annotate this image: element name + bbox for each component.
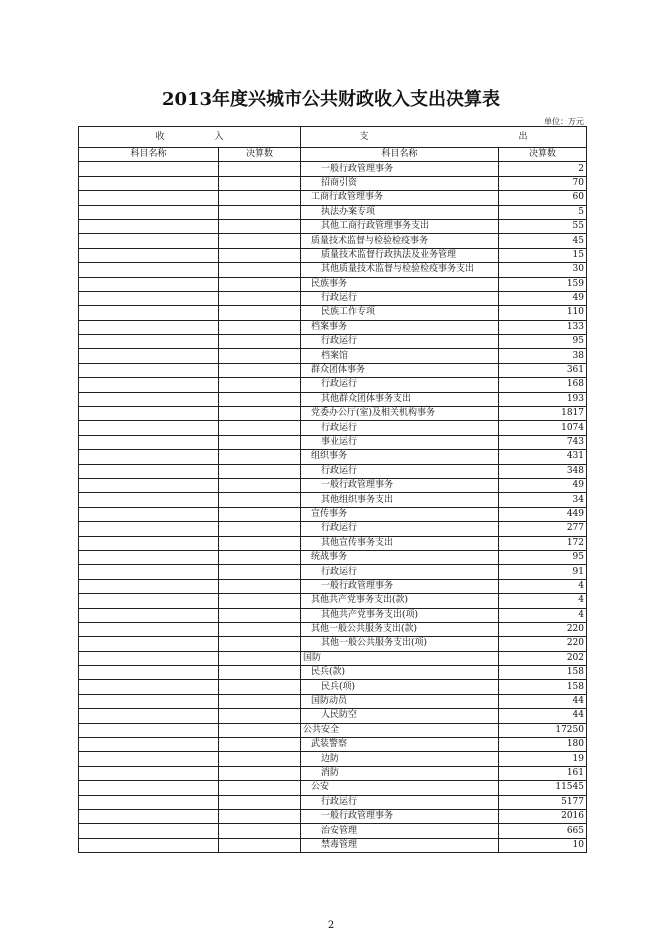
- income-amount-cell: [219, 378, 301, 392]
- table-row: [79, 493, 587, 507]
- table-row: [79, 421, 587, 435]
- expense-item-name: 治安管理: [301, 824, 499, 838]
- income-amount-cell: [219, 248, 301, 262]
- income-amount-cell: [219, 421, 301, 435]
- expense-item-amount: 1074: [499, 421, 587, 435]
- income-amount-cell: [219, 335, 301, 349]
- income-amount-cell: [219, 234, 301, 248]
- expense-item-amount: 159: [499, 277, 587, 291]
- income-name-cell: [79, 435, 219, 449]
- table-row: [79, 234, 587, 248]
- income-name-cell: [79, 694, 219, 708]
- income-amount-header: 决算数: [219, 148, 301, 162]
- income-amount-cell: [219, 622, 301, 636]
- table-row: [79, 464, 587, 478]
- expense-item-amount: 277: [499, 522, 587, 536]
- table-row: [79, 536, 587, 550]
- table-row: [79, 162, 587, 176]
- table-row: [79, 291, 587, 305]
- expense-item-name: 其他群众团体事务支出: [301, 392, 499, 406]
- income-name-cell: [79, 378, 219, 392]
- table-row: [79, 594, 587, 608]
- income-name-cell: [79, 205, 219, 219]
- income-amount-cell: [219, 565, 301, 579]
- income-amount-cell: [219, 550, 301, 564]
- table-row: [79, 392, 587, 406]
- income-name-cell: [79, 622, 219, 636]
- income-amount-cell: [219, 709, 301, 723]
- income-name-cell: [79, 738, 219, 752]
- income-amount-cell: [219, 363, 301, 377]
- expense-item-amount: 17250: [499, 723, 587, 737]
- expense-item-amount: 158: [499, 666, 587, 680]
- income-name-cell: [79, 464, 219, 478]
- income-amount-cell: [219, 522, 301, 536]
- income-name-cell: [79, 277, 219, 291]
- expense-item-amount: 44: [499, 694, 587, 708]
- budget-table: [78, 126, 587, 853]
- income-name-cell: [79, 651, 219, 665]
- expense-item-amount: 361: [499, 363, 587, 377]
- expense-item-amount: 2016: [499, 809, 587, 823]
- table-row: [79, 363, 587, 377]
- expense-item-amount: 2: [499, 162, 587, 176]
- table-row: [79, 694, 587, 708]
- expense-item-amount: 44: [499, 709, 587, 723]
- expense-item-amount: 30: [499, 263, 587, 277]
- table-row: [79, 248, 587, 262]
- income-name-cell: [79, 392, 219, 406]
- income-name-cell: [79, 421, 219, 435]
- table-row: [79, 435, 587, 449]
- income-amount-cell: [219, 493, 301, 507]
- income-name-cell: [79, 407, 219, 421]
- expense-item-amount: 193: [499, 392, 587, 406]
- table-row: [79, 191, 587, 205]
- income-name-cell: [79, 824, 219, 838]
- income-amount-cell: [219, 723, 301, 737]
- income-name-cell: [79, 680, 219, 694]
- income-amount-cell: [219, 291, 301, 305]
- expense-item-amount: 70: [499, 176, 587, 190]
- table-row: [79, 176, 587, 190]
- expense-item-name: 一般行政管理事务: [301, 162, 499, 176]
- expense-item-name: 一般行政管理事务: [301, 579, 499, 593]
- income-amount-cell: [219, 637, 301, 651]
- expense-item-amount: 1817: [499, 407, 587, 421]
- expense-item-name: 民兵(款): [301, 666, 499, 680]
- income-name-cell: [79, 363, 219, 377]
- expense-item-name: 行政运行: [301, 291, 499, 305]
- page-title: 2013年度兴城市公共财政收入支出决算表: [161, 89, 501, 110]
- expense-item-name: 统战事务: [301, 550, 499, 564]
- income-amount-cell: [219, 435, 301, 449]
- section-header-row: [79, 127, 587, 148]
- expense-item-amount: 45: [499, 234, 587, 248]
- income-name-cell: [79, 478, 219, 492]
- expense-item-name: 国防动员: [301, 694, 499, 708]
- expense-item-amount: 19: [499, 752, 587, 766]
- expense-item-amount: 4: [499, 579, 587, 593]
- income-amount-cell: [219, 407, 301, 421]
- income-name-cell: [79, 219, 219, 233]
- income-name-cell: [79, 522, 219, 536]
- expense-item-name: 招商引资: [301, 176, 499, 190]
- income-amount-cell: [219, 809, 301, 823]
- expense-item-amount: 60: [499, 191, 587, 205]
- expense-item-amount: 55: [499, 219, 587, 233]
- income-name-cell: [79, 781, 219, 795]
- table-row: [79, 680, 587, 694]
- income-amount-cell: [219, 824, 301, 838]
- expense-item-name: 组织事务: [301, 450, 499, 464]
- expense-item-name: 群众团体事务: [301, 363, 499, 377]
- income-name-cell: [79, 608, 219, 622]
- table-row: [79, 277, 587, 291]
- income-name-cell: [79, 795, 219, 809]
- table-row: [79, 709, 587, 723]
- income-amount-cell: [219, 478, 301, 492]
- income-name-cell: [79, 838, 219, 852]
- expense-item-name: 其他一般公共服务支出(项): [301, 637, 499, 651]
- table-row: [79, 622, 587, 636]
- income-name-cell: [79, 291, 219, 305]
- income-name-cell: [79, 550, 219, 564]
- income-name-cell: [79, 594, 219, 608]
- expense-item-name: 一般行政管理事务: [301, 809, 499, 823]
- income-amount-cell: [219, 277, 301, 291]
- expense-item-amount: 49: [499, 291, 587, 305]
- expense-item-name: 民兵(项): [301, 680, 499, 694]
- expense-amount-header: 决算数: [499, 148, 587, 162]
- expense-item-amount: 220: [499, 622, 587, 636]
- income-amount-cell: [219, 694, 301, 708]
- income-name-cell: [79, 493, 219, 507]
- table-row: [79, 838, 587, 852]
- table-row: [79, 565, 587, 579]
- income-amount-cell: [219, 176, 301, 190]
- income-amount-cell: [219, 219, 301, 233]
- income-amount-cell: [219, 666, 301, 680]
- income-amount-cell: [219, 205, 301, 219]
- table-row: [79, 637, 587, 651]
- income-amount-cell: [219, 680, 301, 694]
- table-row: [79, 766, 587, 780]
- table-row: [79, 579, 587, 593]
- income-amount-cell: [219, 766, 301, 780]
- income-name-cell: [79, 234, 219, 248]
- income-name-cell: [79, 349, 219, 363]
- income-amount-cell: [219, 536, 301, 550]
- income-amount-cell: [219, 263, 301, 277]
- income-amount-cell: [219, 608, 301, 622]
- expense-item-name: 禁毒管理: [301, 838, 499, 852]
- table-row: [79, 666, 587, 680]
- income-amount-cell: [219, 306, 301, 320]
- income-name-cell: [79, 565, 219, 579]
- income-amount-cell: [219, 579, 301, 593]
- table-row: [79, 824, 587, 838]
- expense-item-name: 行政运行: [301, 421, 499, 435]
- table-row: [79, 522, 587, 536]
- expense-item-name: 武装警察: [301, 738, 499, 752]
- expense-item-name: 国防: [301, 651, 499, 665]
- income-name-cell: [79, 191, 219, 205]
- income-name-cell: [79, 536, 219, 550]
- income-amount-cell: [219, 392, 301, 406]
- expense-item-name: 行政运行: [301, 378, 499, 392]
- expense-item-amount: 172: [499, 536, 587, 550]
- table-row: [79, 809, 587, 823]
- income-name-header: 科目名称: [79, 148, 219, 162]
- expense-item-amount: 38: [499, 349, 587, 363]
- expense-item-amount: 743: [499, 435, 587, 449]
- income-amount-cell: [219, 651, 301, 665]
- table-row: [79, 219, 587, 233]
- table-row: [79, 795, 587, 809]
- expense-item-name: 行政运行: [301, 795, 499, 809]
- income-name-cell: [79, 809, 219, 823]
- expense-item-amount: 11545: [499, 781, 587, 795]
- expense-item-name: 其他宣传事务支出: [301, 536, 499, 550]
- table-row: [79, 608, 587, 622]
- income-amount-cell: [219, 838, 301, 852]
- expense-item-amount: 34: [499, 493, 587, 507]
- income-amount-cell: [219, 320, 301, 334]
- income-name-cell: [79, 335, 219, 349]
- expense-item-amount: 431: [499, 450, 587, 464]
- table-row: [79, 335, 587, 349]
- expense-item-name: 党委办公厅(室)及相关机构事务: [301, 407, 499, 421]
- income-name-cell: [79, 766, 219, 780]
- expense-item-name: 民族事务: [301, 277, 499, 291]
- expense-item-name: 其他工商行政管理事务支出: [301, 219, 499, 233]
- income-amount-cell: [219, 507, 301, 521]
- expense-item-name: 档案馆: [301, 349, 499, 363]
- expense-item-name: 公安: [301, 781, 499, 795]
- income-name-cell: [79, 306, 219, 320]
- table-row: [79, 651, 587, 665]
- expense-item-name: 民族工作专项: [301, 306, 499, 320]
- expense-item-amount: 161: [499, 766, 587, 780]
- income-name-cell: [79, 752, 219, 766]
- income-header: 收 入: [79, 127, 301, 148]
- table-row: [79, 320, 587, 334]
- income-name-cell: [79, 666, 219, 680]
- unit-label: 单位：万元: [544, 117, 584, 126]
- expense-item-name: 执法办案专项: [301, 205, 499, 219]
- income-amount-cell: [219, 162, 301, 176]
- income-amount-cell: [219, 464, 301, 478]
- expense-item-amount: 15: [499, 248, 587, 262]
- expense-item-amount: 168: [499, 378, 587, 392]
- expense-item-amount: 10: [499, 838, 587, 852]
- income-name-cell: [79, 637, 219, 651]
- expense-item-name: 其他质量技术监督与检验检疫事务支出: [301, 263, 499, 277]
- income-name-cell: [79, 507, 219, 521]
- income-name-cell: [79, 450, 219, 464]
- expense-item-amount: 449: [499, 507, 587, 521]
- expense-item-amount: 110: [499, 306, 587, 320]
- table-row: [79, 378, 587, 392]
- expense-item-amount: 220: [499, 637, 587, 651]
- table-row: [79, 723, 587, 737]
- income-amount-cell: [219, 752, 301, 766]
- income-amount-cell: [219, 191, 301, 205]
- expense-item-name: 行政运行: [301, 464, 499, 478]
- expense-item-amount: 5177: [499, 795, 587, 809]
- expense-item-name: 行政运行: [301, 522, 499, 536]
- expense-item-name: 边防: [301, 752, 499, 766]
- income-amount-cell: [219, 349, 301, 363]
- expense-item-name: 质量技术监督与检验检疫事务: [301, 234, 499, 248]
- table-row: [79, 738, 587, 752]
- expense-item-amount: 91: [499, 565, 587, 579]
- income-amount-cell: [219, 450, 301, 464]
- expense-item-name: 档案事务: [301, 320, 499, 334]
- expense-item-name: 消防: [301, 766, 499, 780]
- expense-item-amount: 202: [499, 651, 587, 665]
- expense-item-name: 质量技术监督行政执法及业务管理: [301, 248, 499, 262]
- income-name-cell: [79, 320, 219, 334]
- expense-header: 支 出: [301, 127, 587, 148]
- income-name-cell: [79, 176, 219, 190]
- expense-item-amount: 180: [499, 738, 587, 752]
- income-name-cell: [79, 709, 219, 723]
- expense-item-amount: 49: [499, 478, 587, 492]
- income-name-cell: [79, 162, 219, 176]
- expense-item-name: 一般行政管理事务: [301, 478, 499, 492]
- expense-item-amount: 95: [499, 335, 587, 349]
- expense-item-amount: 4: [499, 594, 587, 608]
- expense-item-name: 事业运行: [301, 435, 499, 449]
- table-row: [79, 263, 587, 277]
- expense-item-amount: 158: [499, 680, 587, 694]
- expense-item-amount: 4: [499, 608, 587, 622]
- table-row: [79, 205, 587, 219]
- income-name-cell: [79, 248, 219, 262]
- expense-item-amount: 665: [499, 824, 587, 838]
- expense-item-name: 人民防空: [301, 709, 499, 723]
- table-row: [79, 550, 587, 564]
- expense-item-name: 其他共产党事务支出(款): [301, 594, 499, 608]
- expense-item-name: 公共安全: [301, 723, 499, 737]
- expense-item-amount: 133: [499, 320, 587, 334]
- table-row: [79, 781, 587, 795]
- expense-item-name: 其他组织事务支出: [301, 493, 499, 507]
- table-row: [79, 450, 587, 464]
- table-row: [79, 407, 587, 421]
- income-amount-cell: [219, 795, 301, 809]
- table-row: [79, 306, 587, 320]
- page-number: 2: [327, 920, 335, 931]
- expense-item-name: 其他一般公共服务支出(款): [301, 622, 499, 636]
- expense-item-name: 行政运行: [301, 335, 499, 349]
- expense-item-amount: 348: [499, 464, 587, 478]
- expense-item-name: 工商行政管理事务: [301, 191, 499, 205]
- income-name-cell: [79, 263, 219, 277]
- expense-item-name: 宣传事务: [301, 507, 499, 521]
- income-amount-cell: [219, 594, 301, 608]
- income-name-cell: [79, 723, 219, 737]
- income-amount-cell: [219, 781, 301, 795]
- table-row: [79, 349, 587, 363]
- expense-item-amount: 95: [499, 550, 587, 564]
- expense-name-header: 科目名称: [301, 148, 499, 162]
- income-amount-cell: [219, 738, 301, 752]
- table-row: [79, 478, 587, 492]
- table-row: [79, 507, 587, 521]
- expense-item-name: 其他共产党事务支出(项): [301, 608, 499, 622]
- column-header-row: [79, 148, 587, 162]
- table-row: [79, 752, 587, 766]
- expense-item-amount: 5: [499, 205, 587, 219]
- expense-item-name: 行政运行: [301, 565, 499, 579]
- income-name-cell: [79, 579, 219, 593]
